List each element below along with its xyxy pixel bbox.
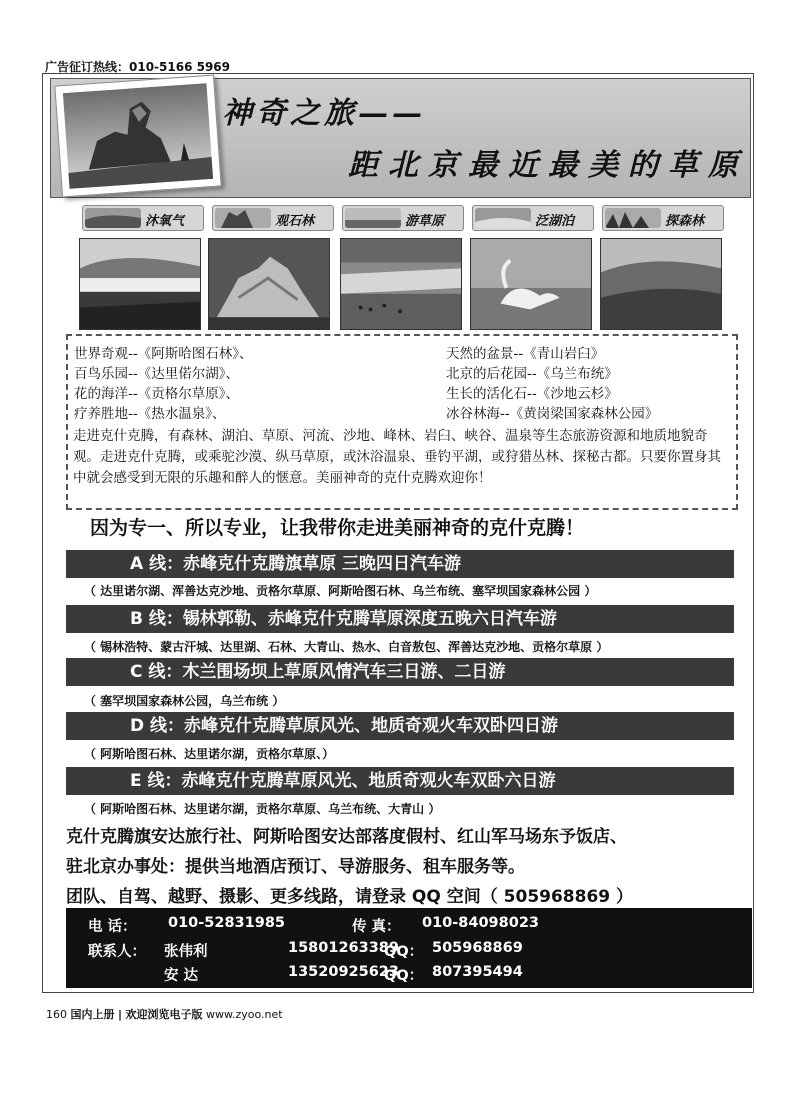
route-a-title: A 线：赤峰克什克腾旗草原 三晚四日汽车游 [66, 550, 734, 578]
route-c-title: C 线：木兰围场坝上草原风情汽车三日游、二日游 [66, 658, 734, 686]
qq-label: QQ： [384, 968, 424, 984]
page-footer [46, 1006, 283, 1022]
contact-person-label: 联系人： [88, 944, 146, 960]
rock-formation-photo [54, 75, 221, 198]
footer-separator: | [118, 1008, 123, 1021]
contact-name: 张伟利 [164, 944, 208, 960]
photo-grassland [340, 238, 462, 330]
section-name: 国内上册 [70, 1008, 115, 1021]
route-c-stops: （ 塞罕坝国家森林公园，乌兰布统 ） [84, 694, 285, 708]
route-e-title: E 线：赤峰克什克腾草原风光、地质奇观火车双卧六日游 [66, 767, 734, 795]
ad-hotline: 广告征订热线：010-5166 5969 [45, 60, 231, 74]
tab-grassland [342, 205, 464, 231]
contact-mobile: 13520925623 [288, 964, 399, 980]
route-a-stops: （ 达里诺尔湖、浑善达克沙地、贡格尔草原、阿斯哈图石林、乌兰布统、塞罕坝国家森林公园 ） [84, 584, 597, 598]
tab-thumbnail [605, 208, 661, 228]
tab-thumbnail [215, 208, 271, 228]
attraction-right: 北京的后花园--《乌兰布统》 [446, 366, 618, 382]
photo-meadow [79, 238, 201, 330]
attraction-right: 生长的活化石--《沙地云杉》 [446, 386, 618, 402]
tab-thumbnail [345, 208, 401, 228]
attraction-left: 百鸟乐园--《达里偌尔湖》、 [74, 366, 239, 382]
company-line2: 驻北京办事处：提供当地酒店预订、导游服务、租车服务等。 [66, 857, 525, 877]
contact-mobile: 15801263389 [288, 940, 399, 956]
company-line3: 团队、自驾、越野、摄影、更多线路，请登录 QQ 空间（ 505968869 ） [66, 887, 634, 907]
tab-thumbnail [85, 208, 141, 228]
tab-label: 泛湖泊 [535, 214, 575, 229]
contact-block [66, 908, 752, 988]
description-paragraph: 走进克什克腾，有森林、湖泊、草原、河流、沙地、峰林、岩臼、峡谷、温泉等生态旅游资源和地质地貌奇观。走进克什克腾，或乘驼沙漠、纵马草原，或沐浴温泉、垂钓平湖，或狩猎丛林、探秘古都。只要你置身其中就会感受到无限的乐趣和醉人的惬意。美丽神奇的克什克腾欢迎你！ [73, 428, 721, 486]
photo-swan-lake [470, 238, 592, 330]
route-b-stops: （ 锡林浩特、蒙古汗城、达里湖、石林、大青山、热水、白音敖包、浑善达克沙地、贡格尔草原 ） [84, 640, 609, 654]
route-e-stops: （ 阿斯哈图石林、达里诺尔湖，贡格尔草原、乌兰布统、大青山 ） [84, 802, 441, 816]
phone-label: 电 话： [88, 919, 137, 935]
tab-stone-forest [212, 205, 334, 231]
tab-label: 观石林 [275, 214, 315, 229]
route-b-title: B 线：锡林郭勒、赤峰克什克腾草原深度五晚六日汽车游 [66, 605, 734, 633]
qq-number: 807395494 [432, 964, 523, 980]
slogan: 因为专一、所以专业，让我带你走进美丽神奇的克什克腾！ [90, 517, 585, 539]
photo-forest [600, 238, 722, 330]
page-number: 160 [46, 1008, 67, 1021]
fax-number: 010-84098023 [422, 915, 539, 931]
tab-label: 游草原 [405, 214, 445, 229]
footer-url[interactable]: www.zyoo.net [206, 1008, 283, 1021]
phone-number: 010-52831985 [168, 915, 285, 931]
tab-oxygen [82, 205, 204, 231]
attraction-left: 疗养胜地--《热水温泉》、 [74, 406, 226, 422]
tab-thumbnail [475, 208, 531, 228]
tab-forest [602, 205, 724, 231]
contact-name: 安 达 [164, 968, 199, 984]
route-d-title: D 线：赤峰克什克腾草原风光、地质奇观火车双卧四日游 [66, 712, 734, 740]
tab-lakes [472, 205, 594, 231]
attraction-right: 天然的盆景--《青山岩臼》 [446, 346, 605, 362]
attraction-left: 世界奇观--《阿斯哈图石林》、 [74, 346, 253, 362]
attraction-left: 花的海洋--《贡格尔草原》、 [74, 386, 239, 402]
tab-label: 沐氧气 [145, 214, 185, 229]
attraction-right: 冰谷林海--《黄岗梁国家森林公园》 [446, 406, 659, 422]
tab-label: 探森林 [665, 214, 705, 229]
route-d-stops: （ 阿斯哈图石林、达里诺尔湖，贡格尔草原、） [84, 747, 335, 761]
fax-label: 传 真： [352, 919, 401, 935]
banner-title-line2: 距北京最近最美的草原 [348, 148, 748, 183]
company-line1: 克什克腾旗安达旅行社、阿斯哈图安达部落度假村、红山军马场东予饭店、 [66, 827, 627, 847]
qq-number: 505968869 [432, 940, 523, 956]
footer-tagline: 欢迎浏览电子版 [125, 1008, 203, 1021]
banner-title-line1: 神奇之旅—— [222, 96, 426, 131]
qq-label: QQ： [384, 944, 424, 960]
photo-stone-forest [208, 238, 330, 330]
